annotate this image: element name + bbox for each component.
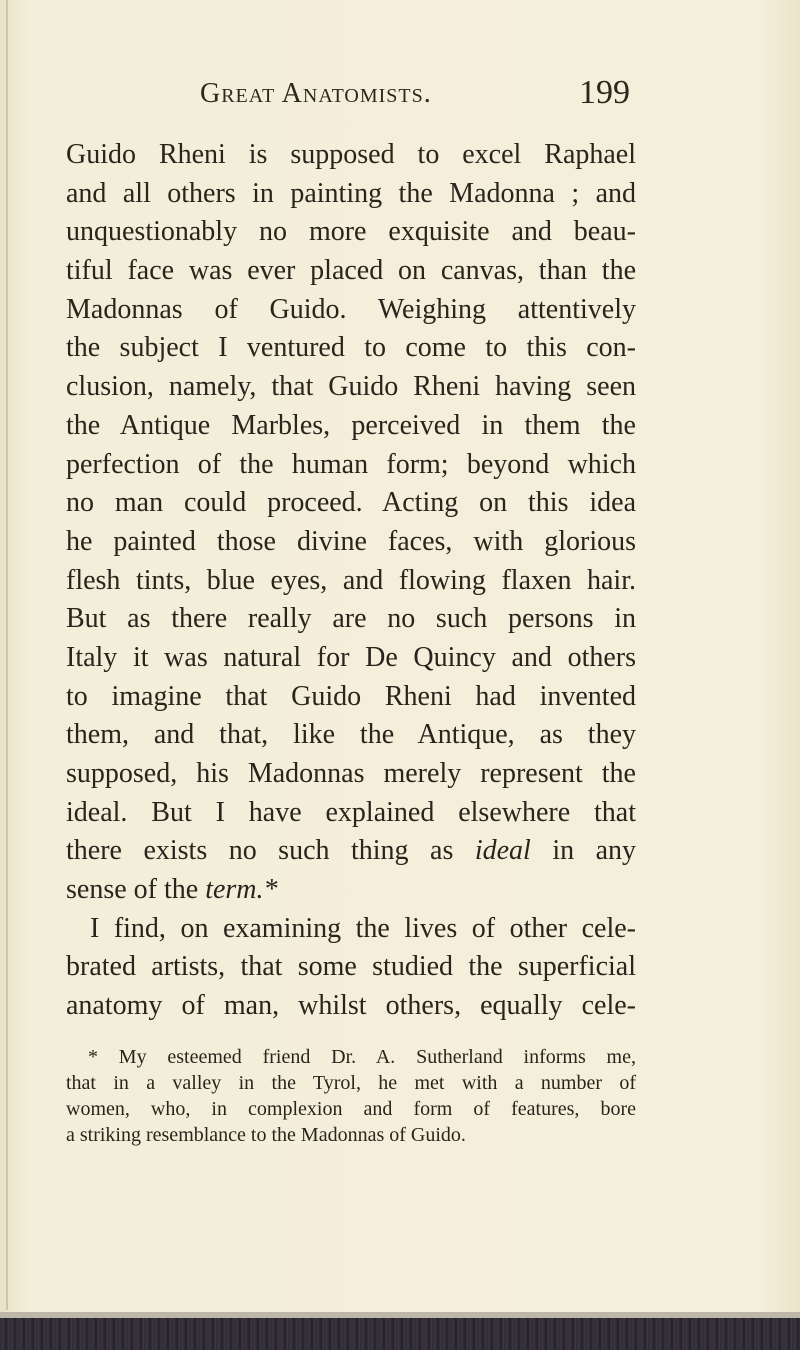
- text-segment: sense of the: [66, 874, 199, 906]
- text-line: Guido Rheni is supposed to excel Raphael: [66, 139, 636, 170]
- text-line: I find, on examining the lives of other cele-: [90, 912, 636, 944]
- running-title: Great Anatomists.: [200, 78, 432, 109]
- text-line: tiful face was ever placed on canvas, than the: [66, 255, 636, 287]
- text-line-with-italic: [66, 832, 636, 871]
- italic-word-term: term.*: [205, 874, 278, 906]
- text-line: Madonnas of Guido. Weighing attentively: [66, 293, 636, 325]
- text-line: them, and that, like the Antique, as they: [66, 719, 636, 751]
- page-gutter-edge: [6, 0, 8, 1310]
- main-text-block: [66, 136, 636, 1026]
- paragraph-end-line: [66, 871, 636, 910]
- text-line: Italy it was natural for De Quincy and others: [66, 641, 636, 673]
- text-line: he painted those divine faces, with glorious: [66, 525, 636, 557]
- text-line: flesh tints, blue eyes, and flowing flaxen hair.: [66, 564, 636, 596]
- page-header: [200, 74, 630, 122]
- text-line: But as there really are no such persons in: [66, 603, 636, 635]
- text-line: the subject I ventured to come to this con-: [66, 332, 636, 364]
- footnote-line: that in a valley in the Tyrol, he met with a number of: [66, 1072, 636, 1094]
- text-line: and all others in painting the Madonna ; and: [66, 177, 636, 209]
- text-line: no man could proceed. Acting on this idea: [66, 487, 636, 519]
- text-line: to imagine that Guido Rheni had invented: [66, 680, 636, 712]
- text-line: supposed, his Madonnas merely represent the: [66, 758, 636, 789]
- page-number: 199: [579, 74, 630, 111]
- text-segment: in any: [552, 835, 636, 867]
- text-line: perfection of the human form; beyond which: [66, 448, 636, 480]
- scan-bottom-edge: [0, 1318, 800, 1350]
- text-segment: there exists no such thing as: [66, 835, 454, 867]
- text-line: ideal. But I have explained elsewhere that: [66, 796, 636, 828]
- text-line: the Antique Marbles, perceived in them the: [66, 409, 636, 441]
- text-line: clusion, namely, that Guido Rheni having seen: [66, 371, 636, 403]
- text-line: unquestionably no more exquisite and beau-: [66, 216, 636, 248]
- text-line: brated artists, that some studied the superficial: [66, 951, 636, 983]
- footnote-line: * My esteemed friend Dr. A. Sutherland informs me,: [88, 1046, 636, 1068]
- footnote-line: a striking resemblance to the Madonnas of Guido.: [66, 1124, 466, 1146]
- italic-word-ideal: ideal: [474, 835, 531, 867]
- text-line: anatomy of man, whilst others, equally cele-: [66, 990, 636, 1022]
- footnote-line: women, who, in complexion and form of features, bore: [66, 1098, 636, 1120]
- footnote: [66, 1044, 636, 1148]
